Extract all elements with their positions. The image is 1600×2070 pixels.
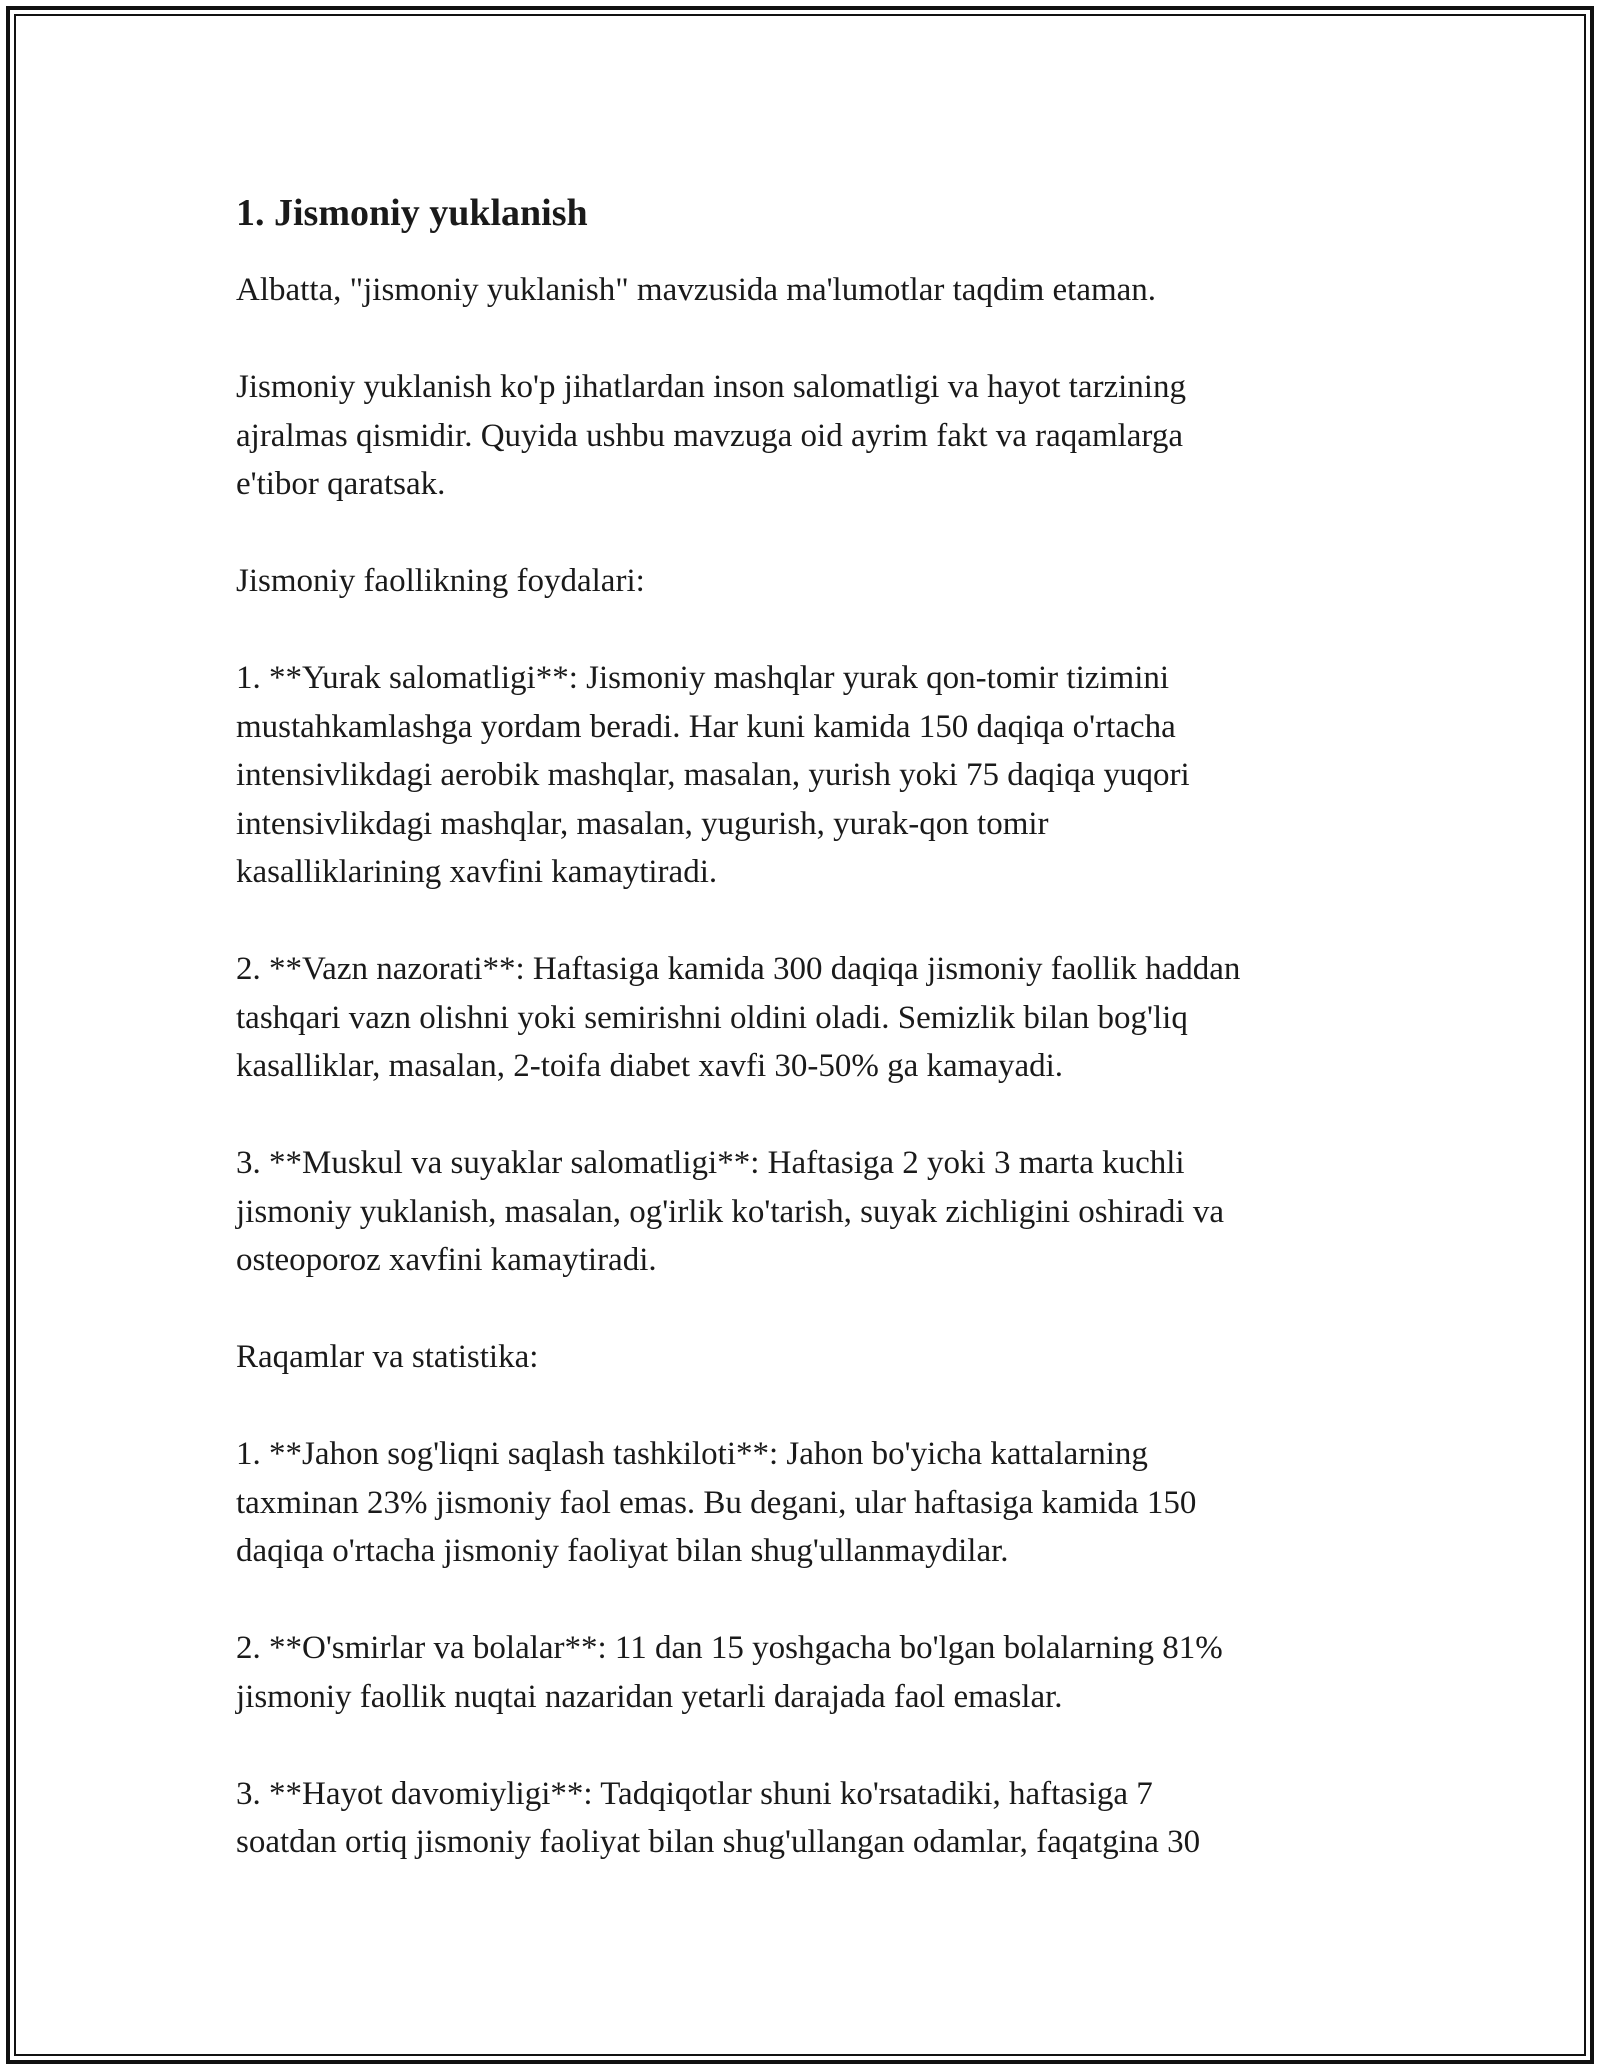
paragraph-overview: Jismoniy yuklanish ko'p jihatlardan inson salomatligi va hayot tarzining ajralmas qismidir. Quyida ushbu mavzuga oid ayrim fakt va raqamlarga e'tibor qaratsak. [236,369,1186,502]
list-item-who: 1. **Jahon sog'liqni saqlash tashkiloti**: Jahon bo'yicha kattalarning taxminan 23% jismoniy faol emas. Bu degani, ular haftasiga kamida 150 daqiqa o'rtacha jismoniy faoliyat bilan shug'ullanmaydilar. [236,1436,1197,1569]
paragraph-intro: Albatta, "jismoniy yuklanish" mavzusida ma'lumotlar taqdim etaman. [236,272,1157,308]
document-body [236,188,1386,1915]
section-heading-statistics: Raqamlar va statistika: [236,1339,539,1375]
list-item-heart-health: 1. **Yurak salomatligi**: Jismoniy mashqlar yurak qon-tomir tizimini mustahkamlashga yordam beradi. Har kuni kamida 150 daqiqa o'rtacha intensivlikdagi aerobik mashqlar, masalan, yurish yoki 75 daqiqa yuqori intensivlikdagi mashqlar, masalan, yugurish, yurak-qon tomir kasalliklarining xavfini kamaytiradi. [236,660,1190,890]
list-item-muscle-bone-health: 3. **Muskul va suyaklar salomatligi**: Haftasiga 2 yoki 3 marta kuchli jismoniy yuklanish, masalan, og'irlik ko'tarish, suyak zichligini oshiradi va osteoporoz xavfini kamaytiradi. [236,1145,1225,1278]
section-heading-benefits: Jismoniy faollikning foydalari: [236,563,645,599]
list-item-teens-children: 2. **O'smirlar va bolalar**: 11 dan 15 yoshgacha bo'lgan bolalarning 81% jismoniy faollik nuqtai nazaridan yetarli darajada faol emaslar. [236,1630,1223,1715]
list-item-weight-control: 2. **Vazn nazorati**: Haftasiga kamida 300 daqiqa jismoniy faollik haddan tashqari vazn olishni yoki semirishni oldini oladi. Semizlik bilan bog'liq kasalliklar, masalan, 2-toifa diabet xavfi 30-50% ga kamayadi. [236,951,1241,1084]
list-item-life-expectancy: 3. **Hayot davomiyligi**: Tadqiqotlar shuni ko'rsatadiki, haftasiga 7 soatdan ortiq jismoniy faoliyat bilan shug'ullangan odamlar, faqatgina 30 [236,1775,1201,1860]
document-title: 1. Jismoniy yuklanish [236,192,588,234]
